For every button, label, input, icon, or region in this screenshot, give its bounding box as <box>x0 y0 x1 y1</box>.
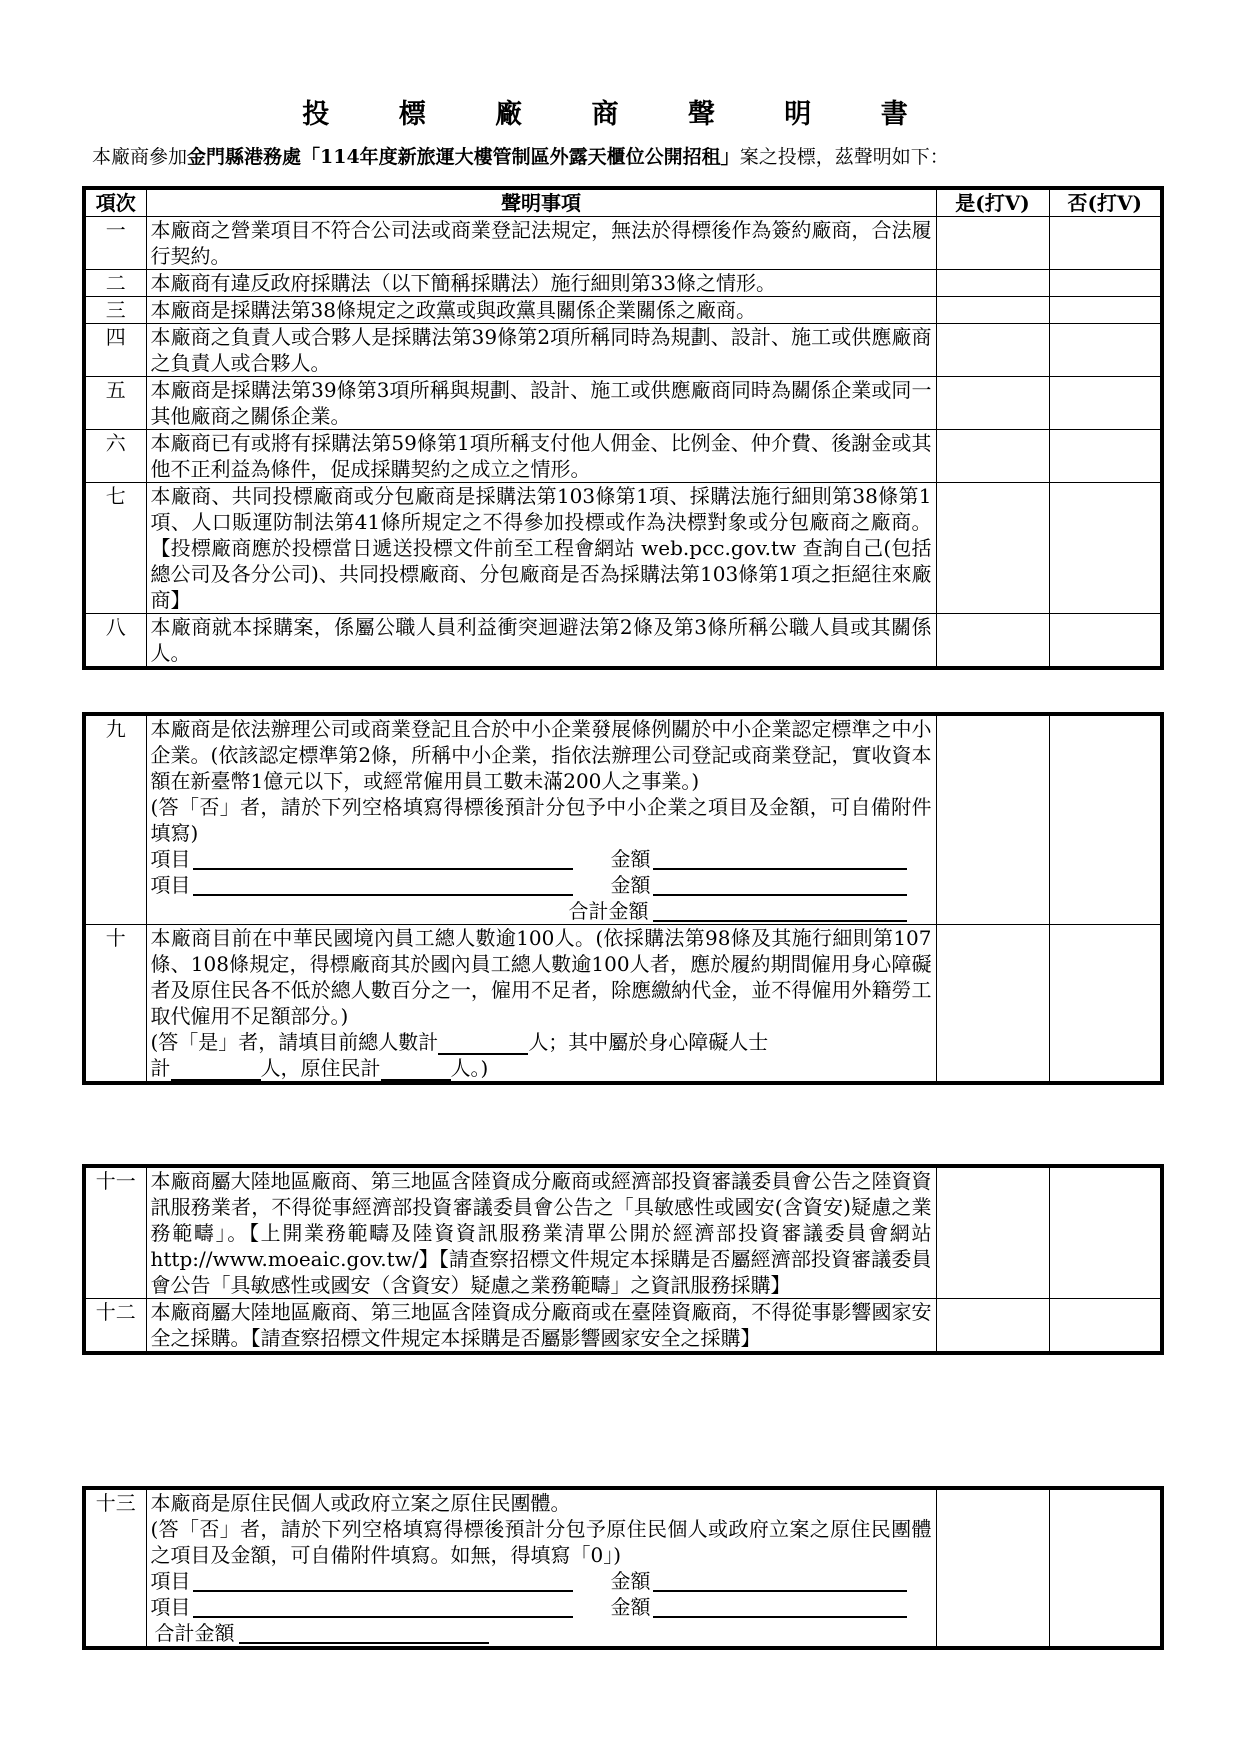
amount-label: 金額 <box>610 847 651 871</box>
header-statement: 聲明事項 <box>146 188 936 217</box>
item-number: 八 <box>84 614 146 669</box>
table-row <box>84 377 1162 430</box>
amount-label: 金額 <box>610 873 651 897</box>
total-label: 合計金額 <box>154 1621 235 1645</box>
no-checkbox-cell[interactable] <box>1049 217 1162 270</box>
disabled-count-blank[interactable] <box>171 1059 261 1081</box>
table-row <box>84 297 1162 324</box>
no-checkbox-cell[interactable] <box>1049 297 1162 324</box>
yes-checkbox-cell[interactable] <box>936 614 1049 669</box>
item-label: 項目 <box>150 847 191 871</box>
item-number: 十一 <box>84 1166 146 1299</box>
yes-checkbox-cell[interactable] <box>936 1488 1049 1648</box>
total-blank[interactable] <box>239 1642 489 1644</box>
no-checkbox-cell[interactable] <box>1049 1166 1162 1299</box>
no-checkbox-cell[interactable] <box>1049 430 1162 483</box>
item-number: 十 <box>84 925 146 1084</box>
intro-suffix: 案之投標，茲聲明如下： <box>739 146 949 168</box>
fill-row <box>151 1568 932 1594</box>
item-text: 本廠商已有或將有採購法第59條第1項所稱支付他人佣金、比例金、仲介費、後謝金或其他不正利益為條件，促成採購契約之成立之情形。 <box>146 430 936 483</box>
yes-checkbox-cell[interactable] <box>936 217 1049 270</box>
item-blank[interactable] <box>193 1590 573 1592</box>
item-text: 本廠商屬大陸地區廠商、第三地區含陸資成分廠商或經濟部投資審議委員會公告之陸資資訊服務業者，不得從事經濟部投資審議委員會公告之「具敏感性或國安(含資安)疑慮之業務範疇」。【上開業務範疇及陸資資訊服務業清單公開於經濟部投資審議委員會網站 http://www.moeaic.gov.tw/】【請查察招標文件規定本採購是否屬經濟部投資審議委員會公告「具敏感性或國安（含資安）疑慮之業務範疇」之資訊服務採購】 <box>146 1166 936 1299</box>
item-text: 本廠商之營業項目不符合公司法或商業登記法規定，無法於得標後作為簽約廠商，合法履行契約。 <box>146 217 936 270</box>
declaration-table-3 <box>82 1164 1164 1355</box>
item-text: 本廠商就本採購案，係屬公職人員利益衝突迴避法第2條及第3條所稱公職人員或其關係人。 <box>146 614 936 669</box>
yes-checkbox-cell[interactable] <box>936 1299 1049 1354</box>
item-number: 四 <box>84 324 146 377</box>
item-text: 本廠商目前在中華民國境內員工總人數逾100人。(依採購法第98條及其施行細則第107條、108條規定，得標廠商其於國內員工總人數逾100人者，應於履約期間僱用身心障礙者及原住民各不低於總人數百分之一，僱用不足者，除應繳納代金，並不得僱用外籍勞工取代僱用不足額部分。) <box>150 926 932 1028</box>
item-number: 十三 <box>84 1488 146 1648</box>
item-number: 六 <box>84 430 146 483</box>
item-note: (答「否」者，請於下列空格填寫得標後預計分包予中小企業之項目及金額，可自備附件填寫) <box>150 795 932 845</box>
item-text: 本廠商之負責人或合夥人是採購法第39條第2項所稱同時為規劃、設計、施工或供應廠商之負責人或合夥人。 <box>146 324 936 377</box>
amount-blank[interactable] <box>653 1616 907 1618</box>
fill-row <box>151 1594 932 1620</box>
item-label: 項目 <box>150 873 191 897</box>
no-checkbox-cell[interactable] <box>1049 614 1162 669</box>
header-item: 項次 <box>84 188 146 217</box>
indigenous-count-blank[interactable] <box>381 1059 451 1081</box>
fill-text: 計 <box>150 1056 171 1080</box>
item-text: 本廠商有違反政府採購法（以下簡稱採購法）施行細則第33條之情形。 <box>146 270 936 297</box>
amount-blank[interactable] <box>653 1590 907 1592</box>
item-label: 項目 <box>150 1595 191 1619</box>
item-blank[interactable] <box>193 1616 573 1618</box>
project-name: 金門縣港務處「114年度新旅運大樓管制區外露天櫃位公開招租」 <box>187 146 740 168</box>
item-number: 二 <box>84 270 146 297</box>
table-row <box>84 430 1162 483</box>
item-number: 三 <box>84 297 146 324</box>
yes-checkbox-cell[interactable] <box>936 377 1049 430</box>
item-text: 本廠商、共同投標廠商或分包廠商是採購法第103條第1項、採購法施行細則第38條第1項、人口販運防制法第41條所規定之不得參加投標或作為決標對象或分包廠商之廠商。【投標廠商應於投標當日遞送投標文件前至工程會網站 web.pcc.gov.tw 查詢自己(包括總公司及各分公司)、共同投標廠商、分包廠商是否為採購法第103條第1項之拒絕往來廠商】 <box>146 483 936 614</box>
table-row <box>84 483 1162 614</box>
yes-checkbox-cell[interactable] <box>936 324 1049 377</box>
header-yes: 是(打V) <box>936 188 1049 217</box>
item-text: 本廠商是採購法第39條第3項所稱與規劃、設計、施工或供應廠商同時為關係企業或同一其他廠商之關係企業。 <box>146 377 936 430</box>
fill-text: 人；其中屬於身心障礙人士 <box>528 1030 769 1054</box>
fill-text: 人，原住民計 <box>260 1056 381 1080</box>
no-checkbox-cell[interactable] <box>1049 925 1162 1084</box>
declaration-table-4 <box>82 1486 1164 1650</box>
table-row <box>84 614 1162 669</box>
yes-checkbox-cell[interactable] <box>936 925 1049 1084</box>
page-title: 投 標 廠 商 聲 明 書 <box>302 99 938 130</box>
yes-checkbox-cell[interactable] <box>936 430 1049 483</box>
item-number: 七 <box>84 483 146 614</box>
fill-row <box>151 898 932 924</box>
item-blank[interactable] <box>193 868 573 870</box>
intro-prefix: 本廠商參加 <box>92 146 188 168</box>
amount-blank[interactable] <box>653 868 907 870</box>
total-blank[interactable] <box>653 920 907 922</box>
item-label: 項目 <box>150 1569 191 1593</box>
no-checkbox-cell[interactable] <box>1049 1488 1162 1648</box>
fill-row <box>151 846 932 872</box>
declaration-table-2 <box>82 712 1164 1085</box>
yes-checkbox-cell[interactable] <box>936 270 1049 297</box>
intro-line <box>92 142 1172 169</box>
table-row <box>84 1488 1162 1648</box>
fill-text: (答「是」者，請填目前總人數計 <box>150 1030 439 1054</box>
item-text: 本廠商屬大陸地區廠商、第三地區含陸資成分廠商或在臺陸資廠商，不得從事影響國家安全之採購。【請查察招標文件規定本採購是否屬影響國家安全之採購】 <box>146 1299 936 1354</box>
yes-checkbox-cell[interactable] <box>936 714 1049 925</box>
yes-checkbox-cell[interactable] <box>936 297 1049 324</box>
header-no: 否(打V) <box>1049 188 1162 217</box>
item-number: 一 <box>84 217 146 270</box>
amount-blank[interactable] <box>653 894 907 896</box>
item-text: 本廠商是採購法第38條規定之政黨或與政黨具關係企業關係之廠商。 <box>146 297 936 324</box>
no-checkbox-cell[interactable] <box>1049 714 1162 925</box>
amount-label: 金額 <box>610 1595 651 1619</box>
yes-checkbox-cell[interactable] <box>936 1166 1049 1299</box>
table-row <box>84 324 1162 377</box>
item-number: 九 <box>84 714 146 925</box>
table-row <box>84 1299 1162 1354</box>
item-text: 本廠商是依法辦理公司或商業登記且合於中小企業發展條例關於中小企業認定標準之中小企業。(依該認定標準第2條，所稱中小企業，指依法辦理公司登記或商業登記，實收資本額在新臺幣1億元以下，或經常僱用員工數未滿200人之事業。) <box>150 717 932 793</box>
item-text: 本廠商是原住民個人或政府立案之原住民團體。 <box>150 1491 571 1515</box>
fill-row <box>151 1620 932 1646</box>
declaration-table-1 <box>82 186 1164 670</box>
total-label: 合計金額 <box>568 899 649 923</box>
item-note: (答「否」者，請於下列空格填寫得標後預計分包予原住民個人或政府立案之原住民團體之項目及金額，可自備附件填寫。如無，得填寫「0」) <box>150 1517 932 1567</box>
no-checkbox-cell[interactable] <box>1049 270 1162 297</box>
table-row <box>84 714 1162 925</box>
yes-checkbox-cell[interactable] <box>936 483 1049 614</box>
item-number: 五 <box>84 377 146 430</box>
fill-row <box>151 872 932 898</box>
no-checkbox-cell[interactable] <box>1049 377 1162 430</box>
no-checkbox-cell[interactable] <box>1049 483 1162 614</box>
table-row <box>84 270 1162 297</box>
no-checkbox-cell[interactable] <box>1049 1299 1162 1354</box>
item-number: 十二 <box>84 1299 146 1354</box>
table-row <box>84 1166 1162 1299</box>
total-count-blank[interactable] <box>438 1033 528 1055</box>
no-checkbox-cell[interactable] <box>1049 324 1162 377</box>
table-row <box>84 217 1162 270</box>
amount-label: 金額 <box>610 1569 651 1593</box>
fill-text: 人。) <box>450 1056 489 1080</box>
table-row <box>84 925 1162 1084</box>
item-blank[interactable] <box>193 894 573 896</box>
